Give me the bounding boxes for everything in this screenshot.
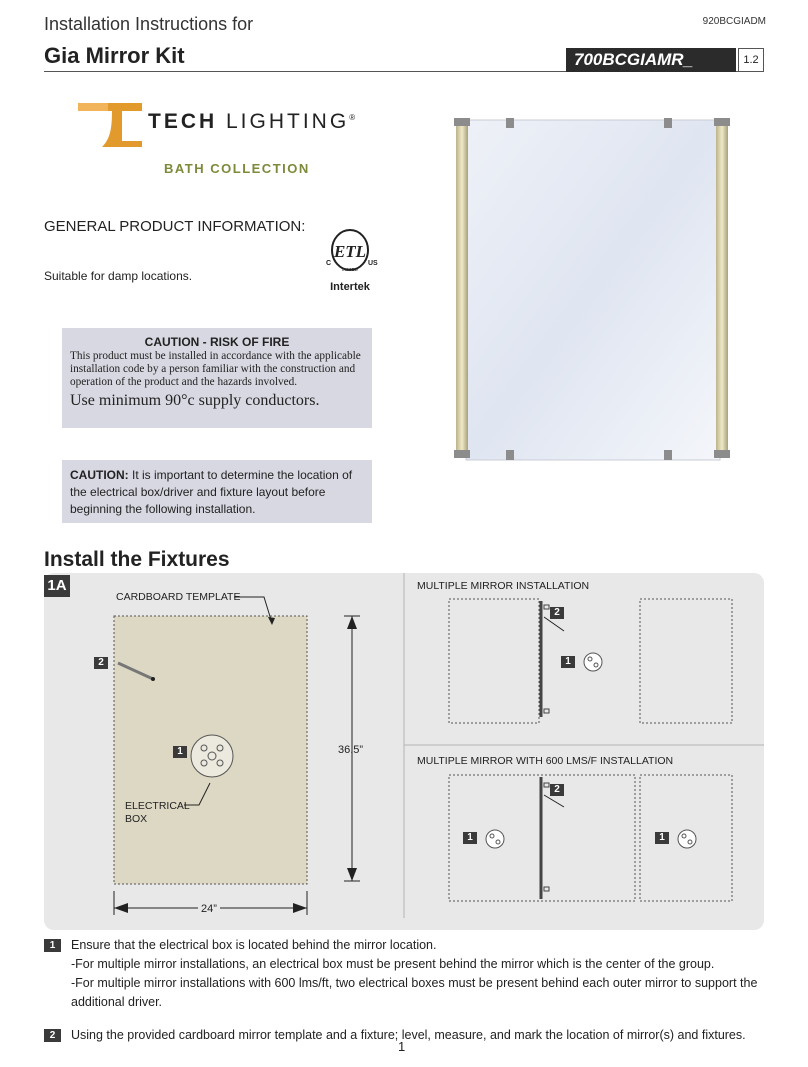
multi-mirror-label: MULTIPLE MIRROR INSTALLATION [417, 580, 590, 592]
step-2-badge: 2 [44, 1029, 61, 1042]
caution-fire-body: This product must be installed in accordance with the applicable installation code by a person familiar with the construction and operation of the product and the hazards involved. [70, 350, 361, 388]
step-1-badge: 1 [44, 939, 61, 952]
callout-2-multi: 2 [550, 607, 564, 619]
mirror-illustration [448, 112, 738, 468]
step-1-line-2: -For multiple mirror installations, an electrical box must be present behind the mirror which is the center of the group. [71, 957, 715, 971]
step-2 [44, 1026, 768, 1045]
etl-listed-icon [320, 228, 380, 294]
template-label: CARDBOARD TEMPLATE [116, 591, 241, 603]
install-heading: Install the Fixtures [44, 548, 230, 571]
doc-code: 920BCGIADM [702, 16, 766, 27]
caution-label: CAUTION: [70, 468, 129, 482]
step-badge-1a: 1A [44, 575, 70, 597]
step-1 [44, 936, 768, 1012]
caution-conductors: Use minimum 90°c supply conductors. [70, 392, 320, 409]
svg-text:C: C [326, 260, 332, 267]
electrical-box-icon [191, 735, 233, 777]
svg-text:LISTED: LISTED [342, 267, 358, 272]
install-diagram [44, 573, 764, 930]
multi-mirror-600-label: MULTIPLE MIRROR WITH 600 LMS/F INSTALLATION [417, 755, 674, 767]
bath-collection-label: BATH COLLECTION [164, 161, 310, 176]
version-number: 1.2 [738, 48, 764, 72]
callout-2: 2 [94, 657, 108, 669]
step-1-line-1: Ensure that the electrical box is located behind the mirror location. [71, 938, 437, 952]
brand-name: TECH LIGHTING® [148, 110, 359, 133]
callout-1-multi600-left: 1 [463, 832, 477, 844]
caution-fire-box [62, 328, 372, 428]
width-dimension: 24” [198, 903, 220, 915]
svg-text:Intertek: Intertek [330, 281, 370, 293]
caution-location-box [62, 460, 372, 523]
callout-1: 1 [173, 746, 187, 758]
svg-text:ETL: ETL [333, 242, 367, 261]
electrical-box-label-1: ELECTRICAL [125, 800, 190, 812]
tech-lighting-logo-icon [78, 103, 144, 149]
caution-fire-title: CAUTION - RISK OF FIRE [144, 335, 290, 349]
callout-2-multi600: 2 [550, 784, 564, 796]
doc-title: Gia Mirror Kit [44, 43, 185, 68]
page-number: 1 [398, 1039, 406, 1054]
step-2-line-1: Using the provided cardboard mirror template and a fixture; level, measure, and mark the location of mirror(s) and fixtures. [71, 1028, 746, 1042]
height-dimension: 36.5” [338, 744, 364, 756]
damp-locations-text: Suitable for damp locations. [44, 269, 193, 283]
electrical-box-label-2: BOX [125, 813, 148, 825]
step-1-line-3: -For multiple mirror installations with 600 lms/ft, two electrical boxes must be present behind each outer mirror to support the additional driver. [71, 976, 758, 1009]
svg-text:US: US [368, 260, 378, 267]
general-info-heading: GENERAL PRODUCT INFORMATION: [44, 218, 306, 235]
callout-1-multi600-right: 1 [655, 832, 669, 844]
callout-1-multi: 1 [561, 656, 575, 668]
doc-subtitle: Installation Instructions for [44, 14, 254, 34]
caution-location-body: It is important to determine the location of the electrical box/driver and fixture layout before beginning the following installation. [70, 468, 353, 516]
model-number: 700BCGIAMR_ [566, 48, 736, 72]
instruction-steps [44, 936, 768, 1045]
